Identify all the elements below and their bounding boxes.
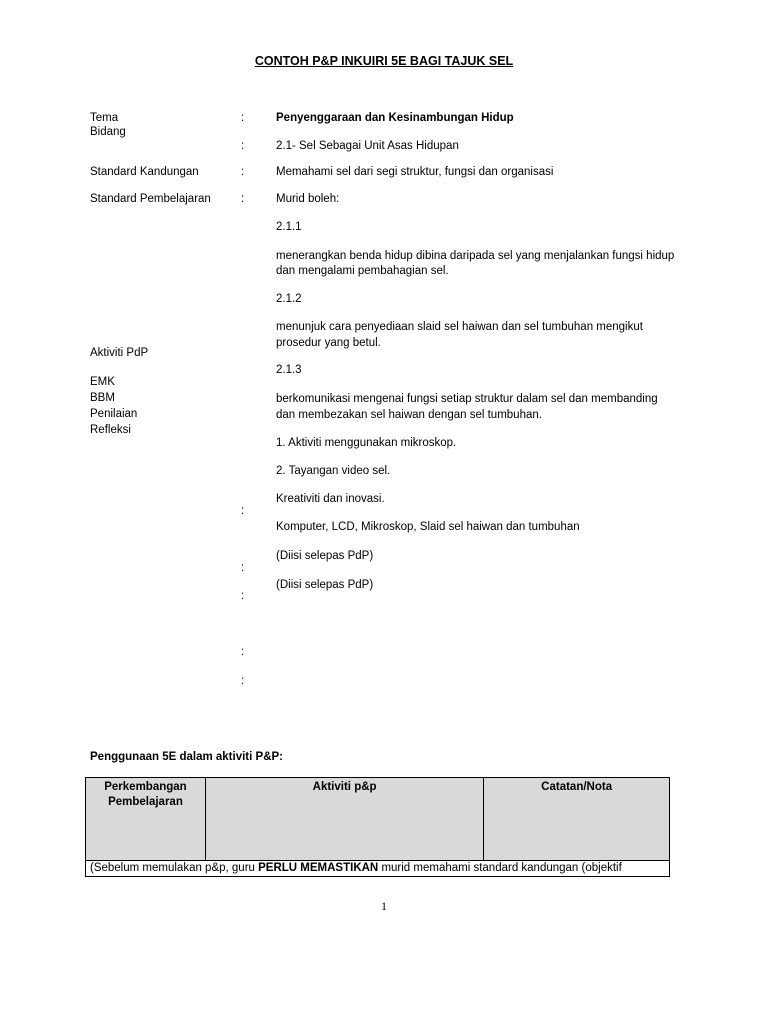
table-header-row: [86, 778, 670, 861]
label-tema: Tema: [90, 112, 119, 124]
label-refleksi: Refleksi: [90, 424, 131, 436]
document-title: CONTOH P&P INKUIRI 5E BAGI TAJUK SEL: [254, 54, 514, 68]
table-5e: [85, 777, 670, 877]
value-emk: Kreativiti dan inovasi.: [276, 493, 385, 505]
table-cell-note: [86, 861, 670, 877]
note-suffix: murid memahami standard kandungan (objektif: [378, 862, 622, 874]
label-aktiviti-pdp: Aktiviti PdP: [90, 347, 149, 359]
value-bbm: Komputer, LCD, Mikroskop, Slaid sel haiwan dan tumbuhan: [276, 521, 580, 533]
colon: :: [241, 112, 245, 124]
label-standard-pembelajaran: Standard Pembelajaran: [90, 193, 211, 205]
value-standard-kandungan: Memahami sel dari segi struktur, fungsi dan organisasi: [276, 166, 554, 178]
note-prefix: (Sebelum memulakan p&p, guru: [90, 862, 259, 874]
sp3-line2: dan membezakan sel haiwan dengan sel tumbuhan.: [276, 409, 542, 421]
sp2-line1: menunjuk cara penyediaan slaid sel haiwan dan sel tumbuhan mengikut: [276, 321, 643, 333]
label-emk: EMK: [90, 376, 115, 388]
colon: :: [241, 193, 245, 205]
aktiviti-2: 2. Tayangan video sel.: [276, 465, 391, 477]
sp1-line1: menerangkan benda hidup dibina daripada sel yang menjalankan fungsi hidup: [276, 250, 675, 262]
sp3-code: 2.1.3: [276, 364, 302, 376]
aktiviti-1: 1. Aktiviti menggunakan mikroskop.: [276, 437, 457, 449]
table-row: [86, 861, 670, 877]
colon: :: [241, 505, 245, 517]
colon: :: [241, 675, 245, 687]
value-refleksi: (Diisi selepas PdP): [276, 579, 374, 591]
value-penilaian: (Diisi selepas PdP): [276, 550, 374, 562]
colon: :: [241, 646, 245, 658]
header-perkembangan: Perkembangan Pembelajaran: [86, 778, 206, 861]
value-bidang: 2.1- Sel Sebagai Unit Asas Hidupan: [276, 140, 459, 152]
sp2-line2: prosedur yang betul.: [276, 337, 381, 349]
colon: :: [241, 590, 245, 602]
label-bidang: Bidang: [90, 126, 126, 138]
section-heading: Penggunaan 5E dalam aktiviti P&P:: [90, 751, 283, 763]
header-catatan: Catatan/Nota: [484, 778, 670, 861]
value-tema: Penyenggaraan dan Kesinambungan Hidup: [276, 112, 514, 124]
sp1-line2: dan mengalami pembahagian sel.: [276, 265, 449, 277]
colon: :: [241, 140, 245, 152]
sp2-code: 2.1.2: [276, 293, 302, 305]
value-murid-boleh: Murid boleh:: [276, 193, 340, 205]
label-penilaian: Penilaian: [90, 408, 138, 420]
sp1-code: 2.1.1: [276, 221, 302, 233]
header-aktiviti: Aktiviti p&p: [205, 778, 483, 861]
colon: :: [241, 166, 245, 178]
sp3-line1: berkomunikasi mengenai fungsi setiap struktur dalam sel dan membanding: [276, 393, 658, 405]
page-number: 1: [381, 899, 387, 913]
label-standard-kandungan: Standard Kandungan: [90, 166, 199, 178]
label-bbm: BBM: [90, 392, 115, 404]
note-bold: PERLU MEMASTIKAN: [258, 862, 379, 874]
colon: :: [241, 562, 245, 574]
